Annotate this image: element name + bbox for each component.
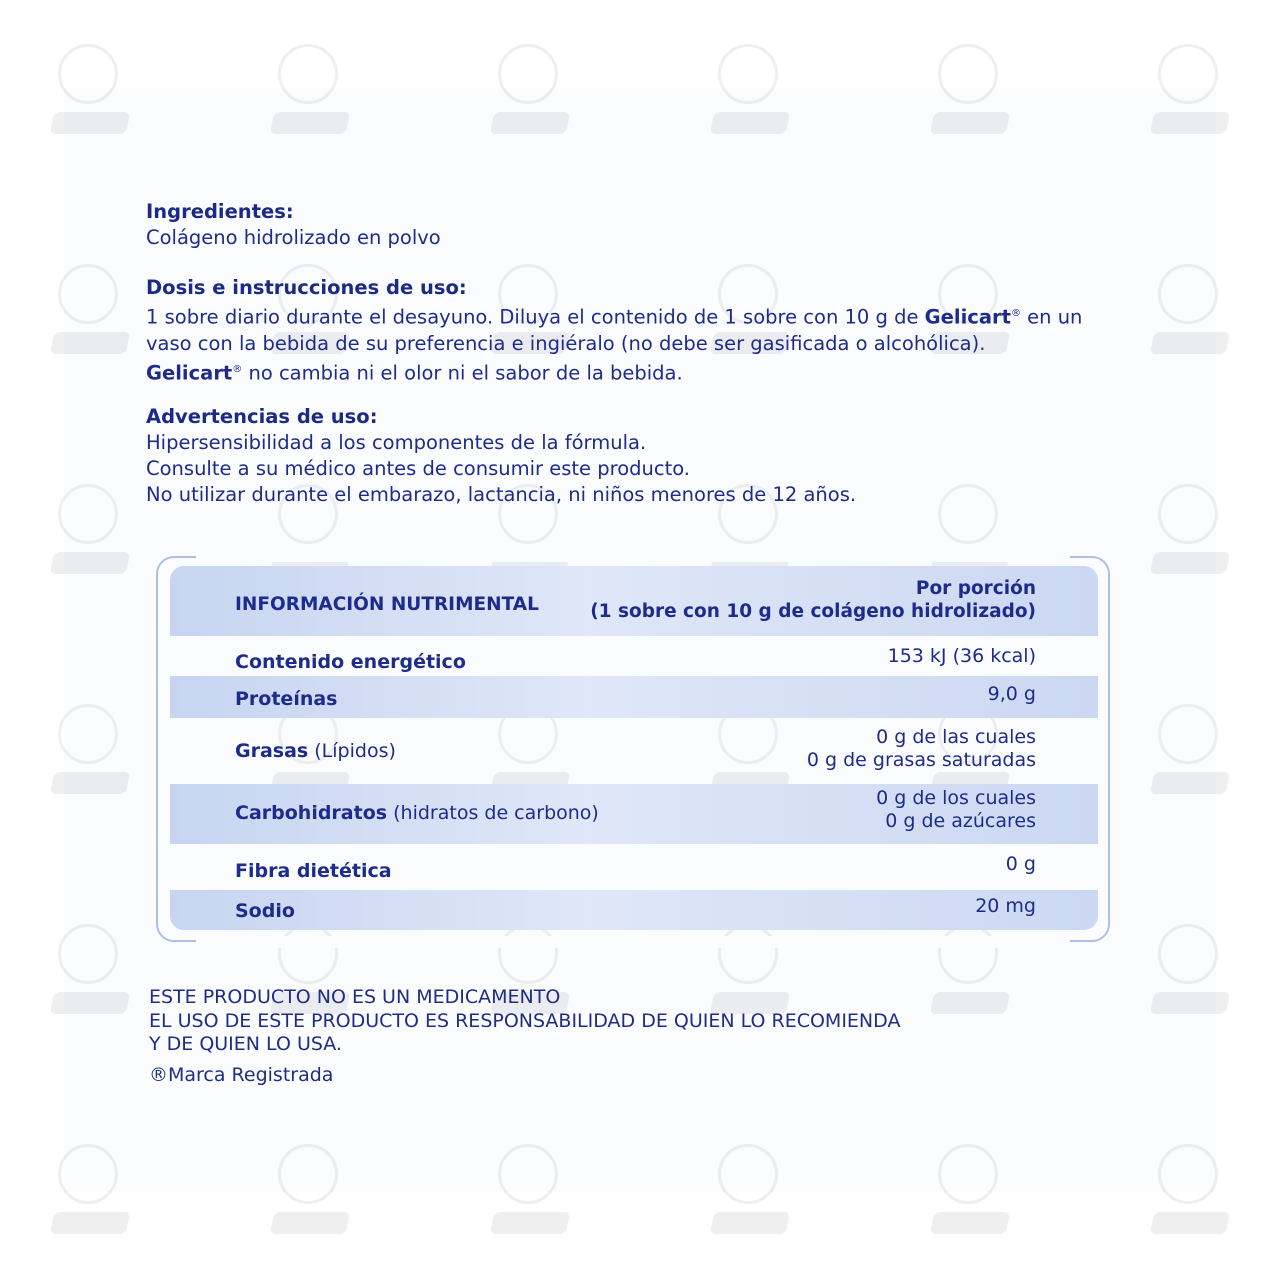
serving-detail: (1 sobre con 10 g de colágeno hidrolizado) <box>590 601 1036 622</box>
table-row <box>170 784 1098 844</box>
nutrient-name: Grasas <box>235 740 309 762</box>
registered-mark-2: ® <box>232 363 243 375</box>
nutrient-value: 0 g de los cuales <box>876 787 1036 809</box>
dosage-line-2: vaso con la bebida de su preferencia e ingiéralo (no debe ser gasificada o alcohólica). <box>146 331 986 355</box>
brand-name: Gelicart <box>924 305 1011 329</box>
dosage-heading: Dosis e instrucciones de uso: <box>146 276 467 299</box>
serving-label: Por porción <box>915 578 1036 599</box>
table-row <box>170 844 1098 890</box>
nutrient-name: Contenido energético <box>235 651 466 673</box>
warnings-section <box>146 404 856 508</box>
nutrient-value: 153 kJ (36 kcal) <box>887 645 1036 667</box>
brand-name-2: Gelicart <box>146 361 233 384</box>
ingredients-heading: Ingredientes: <box>146 200 294 223</box>
dosage-line-1-a: 1 sobre diario durante el desayuno. Diluya el contenido de 1 sobre con 10 g de <box>146 305 925 329</box>
dosage-line-3 <box>146 357 1136 387</box>
nutrient-value: 0 g de las cuales <box>876 726 1036 748</box>
nutrition-title: INFORMACIÓN NUTRIMENTAL <box>235 594 539 615</box>
warning-line: Hipersensibilidad a los componentes de la fórmula. <box>146 431 647 454</box>
table-row <box>170 676 1098 718</box>
nutrient-name: Proteínas <box>235 688 338 710</box>
table-row <box>170 718 1098 784</box>
nutrient-name: Carbohidratos <box>235 802 388 824</box>
dosage-section <box>146 275 1136 386</box>
dosage-line-3-b: no cambia ni el olor ni el sabor de la bebida. <box>242 361 683 384</box>
ingredients-text: Colágeno hidrolizado en polvo <box>146 226 441 249</box>
registered-mark: ® <box>1010 308 1021 319</box>
nutrient-name: Sodio <box>235 900 295 922</box>
warnings-heading: Advertencias de uso: <box>146 405 378 428</box>
frame-gap-bottom <box>196 936 1070 948</box>
legal-notice <box>149 986 900 1057</box>
notice-line: EL USO DE ESTE PRODUCTO ES RESPONSABILIDAD DE QUIEN LO RECOMIENDA <box>149 1009 901 1032</box>
nutrition-table <box>170 566 1098 930</box>
warning-line: Consulte a su médico antes de consumir este producto. <box>146 457 691 480</box>
nutrition-header-row <box>170 566 1098 636</box>
dosage-line-1-b: en un <box>1020 305 1083 329</box>
nutrient-note: (Lípidos) <box>308 740 396 762</box>
table-row <box>170 890 1098 930</box>
warning-line: No utilizar durante el embarazo, lactancia, ni niños menores de 12 años. <box>146 483 857 506</box>
nutrient-name: Fibra dietética <box>235 860 392 882</box>
ingredients-section <box>146 199 441 251</box>
notice-line: Y DE QUIEN LO USA. <box>149 1033 342 1055</box>
trademark-note: ®Marca Registrada <box>149 1064 334 1086</box>
serving-info <box>590 577 1036 623</box>
nutrient-value-sub: 0 g de grasas saturadas <box>806 749 1036 771</box>
nutrient-value-sub: 0 g de azúcares <box>885 810 1036 832</box>
dosage-line-1 <box>146 301 1136 331</box>
nutrient-value: 0 g <box>1005 853 1036 875</box>
nutrient-value: 20 mg <box>975 895 1036 917</box>
nutrient-note: (hidratos de carbono) <box>387 802 599 824</box>
nutrient-value: 9,0 g <box>987 683 1036 705</box>
frame-gap-top <box>196 550 1070 562</box>
table-row <box>170 636 1098 676</box>
notice-line: ESTE PRODUCTO NO ES UN MEDICAMENTO <box>149 986 561 1008</box>
